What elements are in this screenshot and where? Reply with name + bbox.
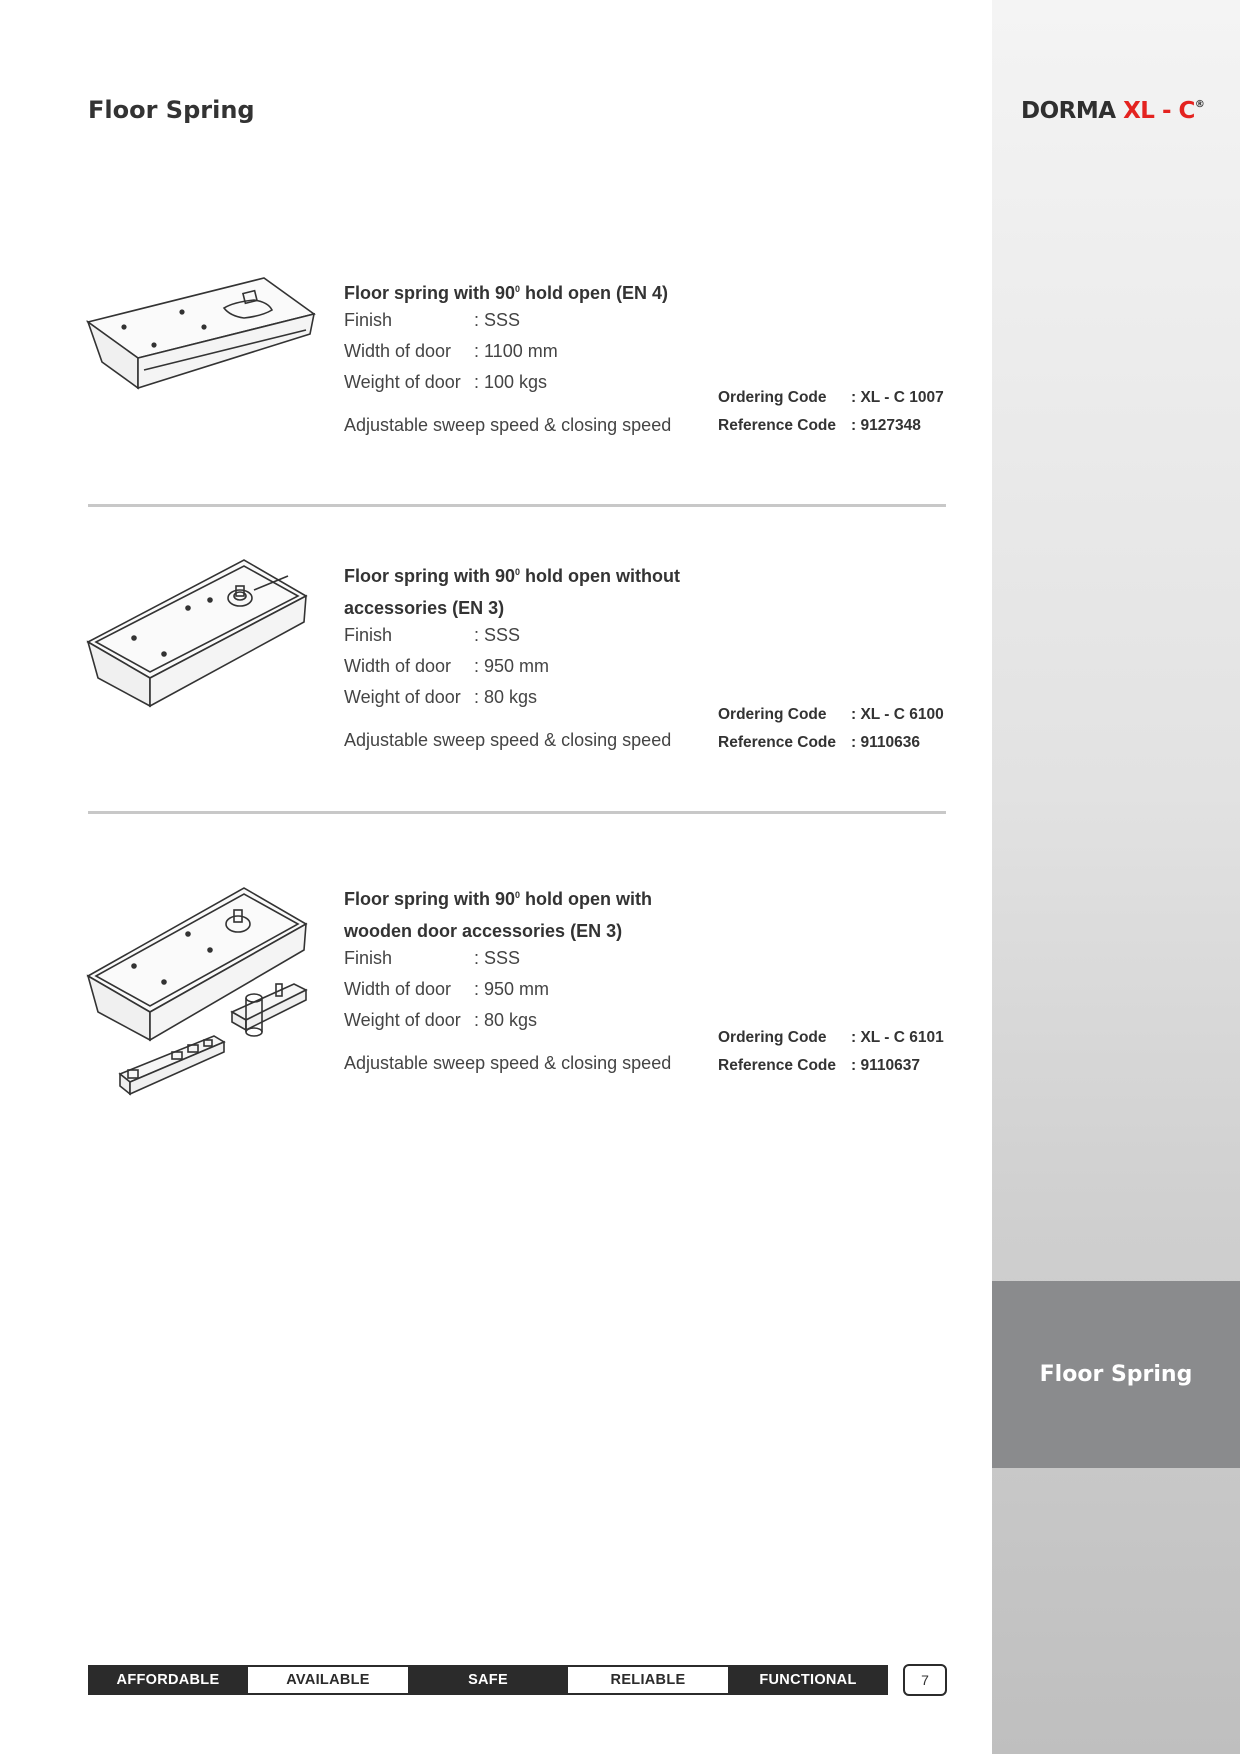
page-number: 7 (903, 1664, 947, 1696)
divider (88, 811, 946, 814)
spec-value: : SSS (474, 625, 521, 645)
reference-code-value: : 9127348 (851, 417, 921, 434)
spec-finish (344, 943, 520, 974)
sidebar-tab-floor-spring[interactable] (992, 1281, 1240, 1468)
product-codes (718, 701, 944, 757)
degree-superscript: 0 (515, 284, 521, 294)
spec-value: : SSS (474, 948, 521, 968)
reference-code-label: Reference Code (718, 417, 837, 434)
spec-width (344, 974, 549, 1005)
product-title (344, 556, 724, 624)
spec-value: : 950 mm (474, 656, 550, 676)
spec-label: Width of door (344, 656, 452, 676)
floor-spring-image-3 (84, 880, 324, 1110)
spec-weight (344, 682, 537, 713)
footer-values-bar (88, 1665, 888, 1695)
logo-registered-mark: ® (1194, 99, 1205, 111)
product-description: Adjustable sweep speed & closing speed (344, 730, 672, 750)
product-title-post: hold open (EN 4) (520, 283, 669, 303)
sidebar-tab-label: Floor Spring (1039, 1362, 1193, 1387)
spec-label: Weight of door (344, 1010, 461, 1030)
spec-value: : 80 kgs (474, 687, 538, 707)
footer-item-functional: FUNCTIONAL (728, 1665, 888, 1695)
spec-width (344, 336, 558, 367)
reference-code-label: Reference Code (718, 734, 837, 751)
spec-label: Finish (344, 310, 393, 330)
product-title (344, 273, 724, 309)
spec-label: Width of door (344, 341, 452, 361)
product-title-pre: Floor spring with 90 (344, 283, 516, 303)
sidebar-background (992, 0, 1240, 1754)
footer-item-affordable: AFFORDABLE (88, 1665, 248, 1695)
spec-label: Finish (344, 948, 393, 968)
spec-value: : 100 kgs (474, 372, 548, 392)
spec-value: : SSS (474, 310, 521, 330)
product-description: Adjustable sweep speed & closing speed (344, 415, 672, 435)
ordering-code-label: Ordering Code (718, 1029, 827, 1046)
product-title-post: hold open without accessories (EN 3) (344, 566, 680, 618)
ordering-code-label: Ordering Code (718, 706, 827, 723)
spec-weight (344, 1005, 537, 1036)
reference-code-label: Reference Code (718, 1057, 837, 1074)
spec-finish (344, 620, 520, 651)
product-title-post: hold open with wooden door accessories (EN 3) (344, 889, 653, 941)
product-title-pre: Floor spring with 90 (344, 566, 516, 586)
spec-value: : 1100 mm (474, 341, 558, 361)
footer-item-safe: SAFE (408, 1665, 568, 1695)
ordering-code-value: : XL - C 6101 (851, 1029, 944, 1046)
footer-item-available: AVAILABLE (248, 1665, 408, 1695)
degree-superscript: 0 (515, 890, 521, 900)
spec-finish (344, 305, 520, 336)
logo-brand: DORMA (1021, 98, 1116, 124)
product-codes (718, 384, 944, 440)
logo-model: XL - C (1123, 98, 1195, 124)
footer-item-reliable: RELIABLE (568, 1665, 728, 1695)
spec-label: Width of door (344, 979, 452, 999)
spec-label: Finish (344, 625, 393, 645)
reference-code-value: : 9110637 (851, 1057, 920, 1074)
product-description: Adjustable sweep speed & closing speed (344, 1053, 672, 1073)
page-title: Floor Spring (88, 96, 255, 124)
product-codes (718, 1024, 944, 1080)
brand-logo (1021, 98, 1204, 124)
ordering-code-value: : XL - C 1007 (851, 389, 944, 406)
reference-code-value: : 9110636 (851, 734, 920, 751)
ordering-code-label: Ordering Code (718, 389, 827, 406)
spec-label: Weight of door (344, 687, 461, 707)
floor-spring-image-1 (84, 270, 324, 410)
product-title (344, 879, 724, 947)
spec-value: : 80 kgs (474, 1010, 538, 1030)
floor-spring-image-2 (84, 552, 314, 712)
spec-value: : 950 mm (474, 979, 550, 999)
degree-superscript: 0 (515, 567, 521, 577)
spec-weight (344, 367, 547, 398)
spec-label: Weight of door (344, 372, 461, 392)
product-title-pre: Floor spring with 90 (344, 889, 516, 909)
ordering-code-value: : XL - C 6100 (851, 706, 944, 723)
divider (88, 504, 946, 507)
spec-width (344, 651, 549, 682)
